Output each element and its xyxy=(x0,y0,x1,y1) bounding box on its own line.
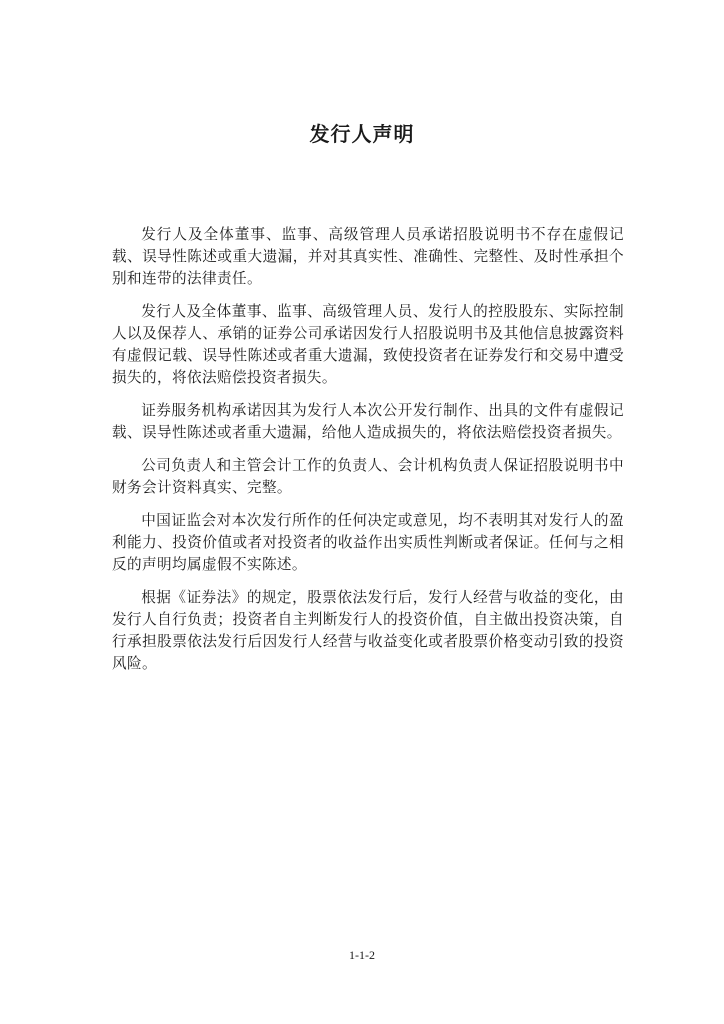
paragraph-6: 根据《证券法》的规定，股票依法发行后，发行人经营与收益的变化，由发行人自行负责；投资者自主判断发行人的投资价值，自主做出投资决策，自行承担股票依法发行后因发行人经营与收益变化或者股票价格变动引致的投资风险。 xyxy=(112,589,624,672)
paragraph-1: 发行人及全体董事、监事、高级管理人员承诺招股说明书不存在虚假记载、误导性陈述或重大遗漏，并对其真实性、准确性、完整性、及时性承担个别和连带的法律责任。 xyxy=(112,226,624,287)
paragraph-3: 证券服务机构承诺因其为发行人本次公开发行制作、出具的文件有虚假记载、误导性陈述或者重大遗漏，给他人造成损失的，将依法赔偿投资者损失。 xyxy=(112,402,624,441)
paragraph-2: 发行人及全体董事、监事、高级管理人员、发行人的控股股东、实际控制人以及保荐人、承销的证券公司承诺因发行人招股说明书及其他信息披露资料有虚假记载、误导性陈述或者重大遗漏，致使投资者在证券发行和交易中遭受损失的，将依法赔偿投资者损失。 xyxy=(112,303,624,386)
paragraph-5: 中国证监会对本次发行所作的任何决定或意见，均不表明其对发行人的盈利能力、投资价值或者对投资者的收益作出实质性判断或者保证。任何与之相反的声明均属虚假不实陈述。 xyxy=(112,512,624,573)
page-title: 发行人声明 xyxy=(309,122,415,146)
page-number: 1-1-2 xyxy=(349,948,375,962)
statement-body xyxy=(112,224,624,686)
paragraph-4: 公司负责人和主管会计工作的负责人、会计机构负责人保证招股说明书中财务会计资料真实、完整。 xyxy=(112,457,624,496)
